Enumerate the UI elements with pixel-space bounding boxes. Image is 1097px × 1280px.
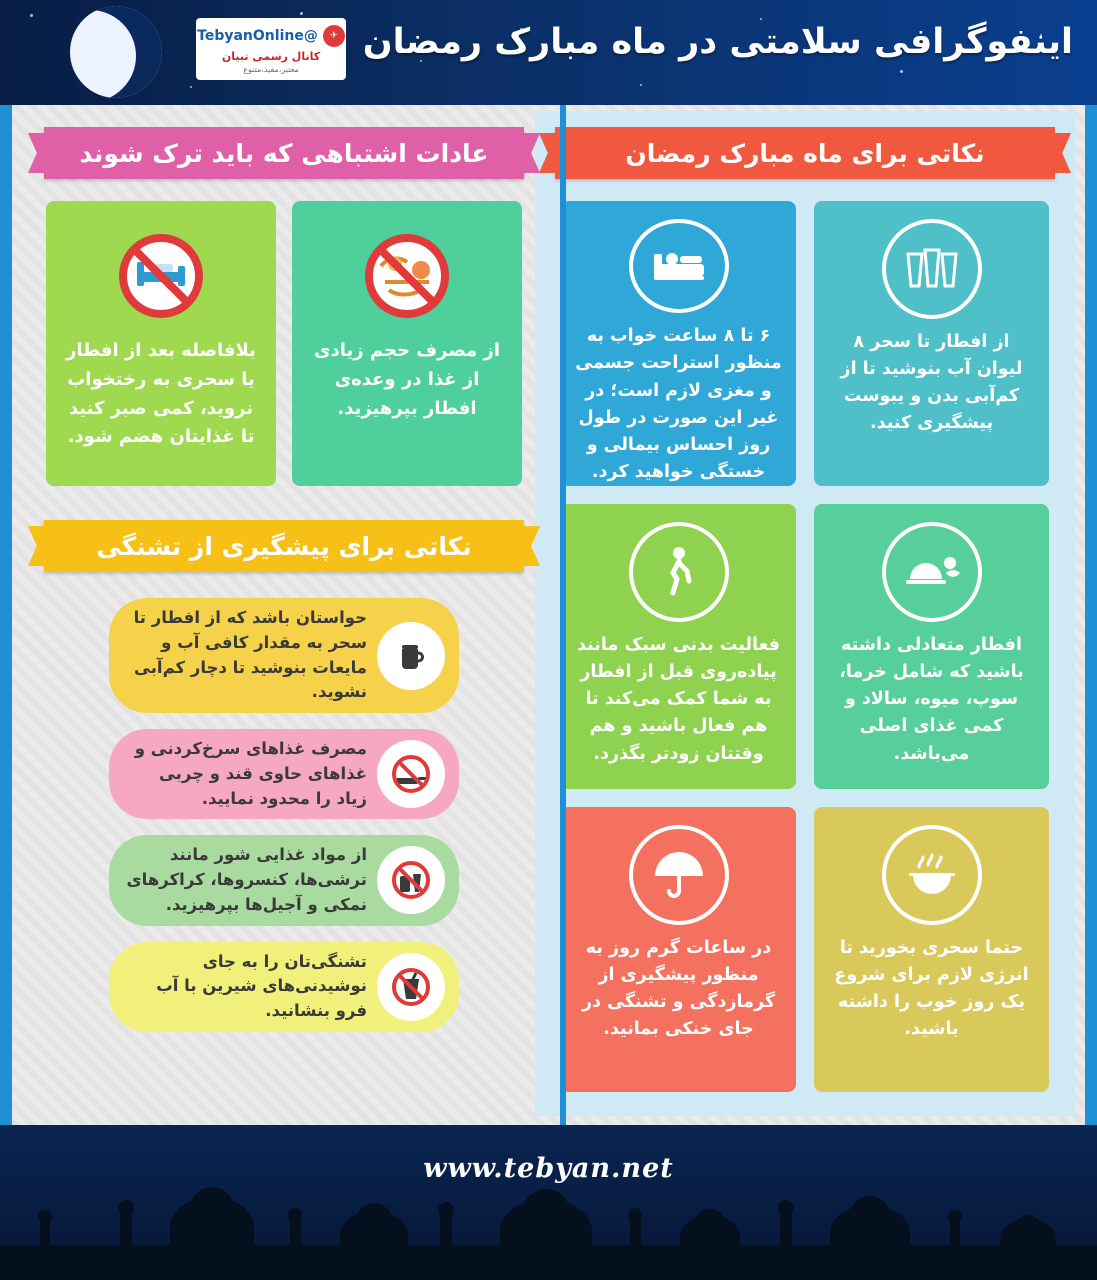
tip-text: فعالیت بدنی سبک مانند پیاده‌روی قبل از افطار به شما کمک می‌کند تا هم فعال باشید و هم وقتتان زودتر بگذرد. <box>577 635 780 764</box>
list-item-text: از مواد غذایی شور مانند ترشی‌ها، کنسروها، کراکرهای نمکی و آجیل‌ها بپرهیزید. <box>126 845 367 914</box>
tip-text: از افطار تا سحر ۸ لیوان آب بنوشید تا از کم‌آبی بدن و یبوست پیشگیری کنید. <box>840 332 1023 434</box>
content-area <box>0 105 1097 1125</box>
telegram-icon: ✈ <box>323 25 345 47</box>
footer <box>0 1125 1097 1280</box>
tip-card <box>561 201 796 486</box>
habit-text: از مصرف حجم زیادی از غذا در وعده‌ی افطار بپرهیزید. <box>314 340 500 419</box>
logo[interactable] <box>196 18 346 80</box>
tips-grid <box>535 201 1075 1092</box>
water-glasses-icon <box>882 219 982 319</box>
list-item <box>109 942 459 1032</box>
crescent-moon-icon <box>70 6 162 98</box>
tip-text: حتما سحری بخورید تا انرژی لازم برای شروع یک روز خوب را داشته باشید. <box>834 938 1029 1040</box>
tip-text: ۶ تا ۸ ساعت خواب به منظور استراحت جسمی و مغزی لازم است؛ در غیر این صورت در طول روز احساس بیمالی و خستگی خواهید کرد. <box>575 326 782 482</box>
balanced-meal-icon <box>882 522 982 622</box>
tip-card <box>814 807 1049 1092</box>
tips-column <box>535 111 1075 1116</box>
habits-ribbon: عادات اشتباهی که باید ترک شوند <box>44 127 524 179</box>
no-fried-food-icon <box>377 740 445 808</box>
no-sleep-after-iftar-icon <box>106 221 216 331</box>
no-overeating-icon <box>352 221 462 331</box>
header <box>0 0 1097 105</box>
no-sweet-drinks-icon <box>377 953 445 1021</box>
list-item-text: تشنگی‌تان را به جای نوشیدنی‌های شیرین با آب فرو بنشانید. <box>156 951 367 1020</box>
column-divider <box>560 105 566 1125</box>
list-item-text: حواستان باشد که از افطار تا سحر به مقدار کافی آب و مایعات بنوشید تا دچار کم‌آبی نشوید. <box>133 608 367 702</box>
habits-column <box>24 111 544 1116</box>
list-item-text: مصرف غذاهای سرخ‌کردنی و غذاهای حاوی قند و چربی زیاد را محدود نمایید. <box>134 739 367 808</box>
list-item <box>109 729 459 819</box>
thirst-ribbon: نکاتی برای پیشگیری از تشنگی <box>44 520 524 572</box>
hot-soup-bowl-icon <box>882 825 982 925</box>
walking-person-icon <box>629 522 729 622</box>
tip-card <box>561 504 796 789</box>
water-jug-icon <box>377 622 445 690</box>
tips-ribbon: نکاتی برای ماه مبارک رمضان <box>555 127 1055 179</box>
tip-card <box>814 504 1049 789</box>
habits-row <box>24 201 544 486</box>
bed-sleep-icon <box>629 219 729 313</box>
habit-card <box>46 201 276 486</box>
no-salty-food-icon <box>377 846 445 914</box>
tip-card <box>814 201 1049 486</box>
logo-persian-name: کانال رسمی تبیان <box>221 49 321 63</box>
tip-card <box>561 807 796 1092</box>
thirst-tips-list <box>24 598 544 1032</box>
habit-card <box>292 201 522 486</box>
logo-tagline: معتبر،مفید،متنوع <box>243 64 299 74</box>
site-url[interactable]: www.tebyan.net <box>423 1153 674 1184</box>
list-item <box>109 835 459 925</box>
tip-text: در ساعات گرم روز به منظور پیشگیری از گرمازدگی و تشنگی در جای خنکی بمانید. <box>581 938 776 1040</box>
mosque-skyline-icon <box>0 1175 1097 1280</box>
tip-text: افطار متعادلی داشته باشید که شامل خرما، سوپ، میوه، سالاد و کمی غذای اصلی می‌باشد. <box>839 635 1024 764</box>
logo-handle: @TebyanOnline <box>197 27 318 44</box>
page-title: اینفوگرافی سلامتی در ماه مبارک رمضان <box>362 22 1073 62</box>
habit-text: بلافاصله بعد از افطار یا سحری به رختخواب نروید، کمی صبر کنید تا غذایتان هضم شود. <box>66 340 256 448</box>
umbrella-icon <box>629 825 729 925</box>
list-item <box>109 598 459 713</box>
